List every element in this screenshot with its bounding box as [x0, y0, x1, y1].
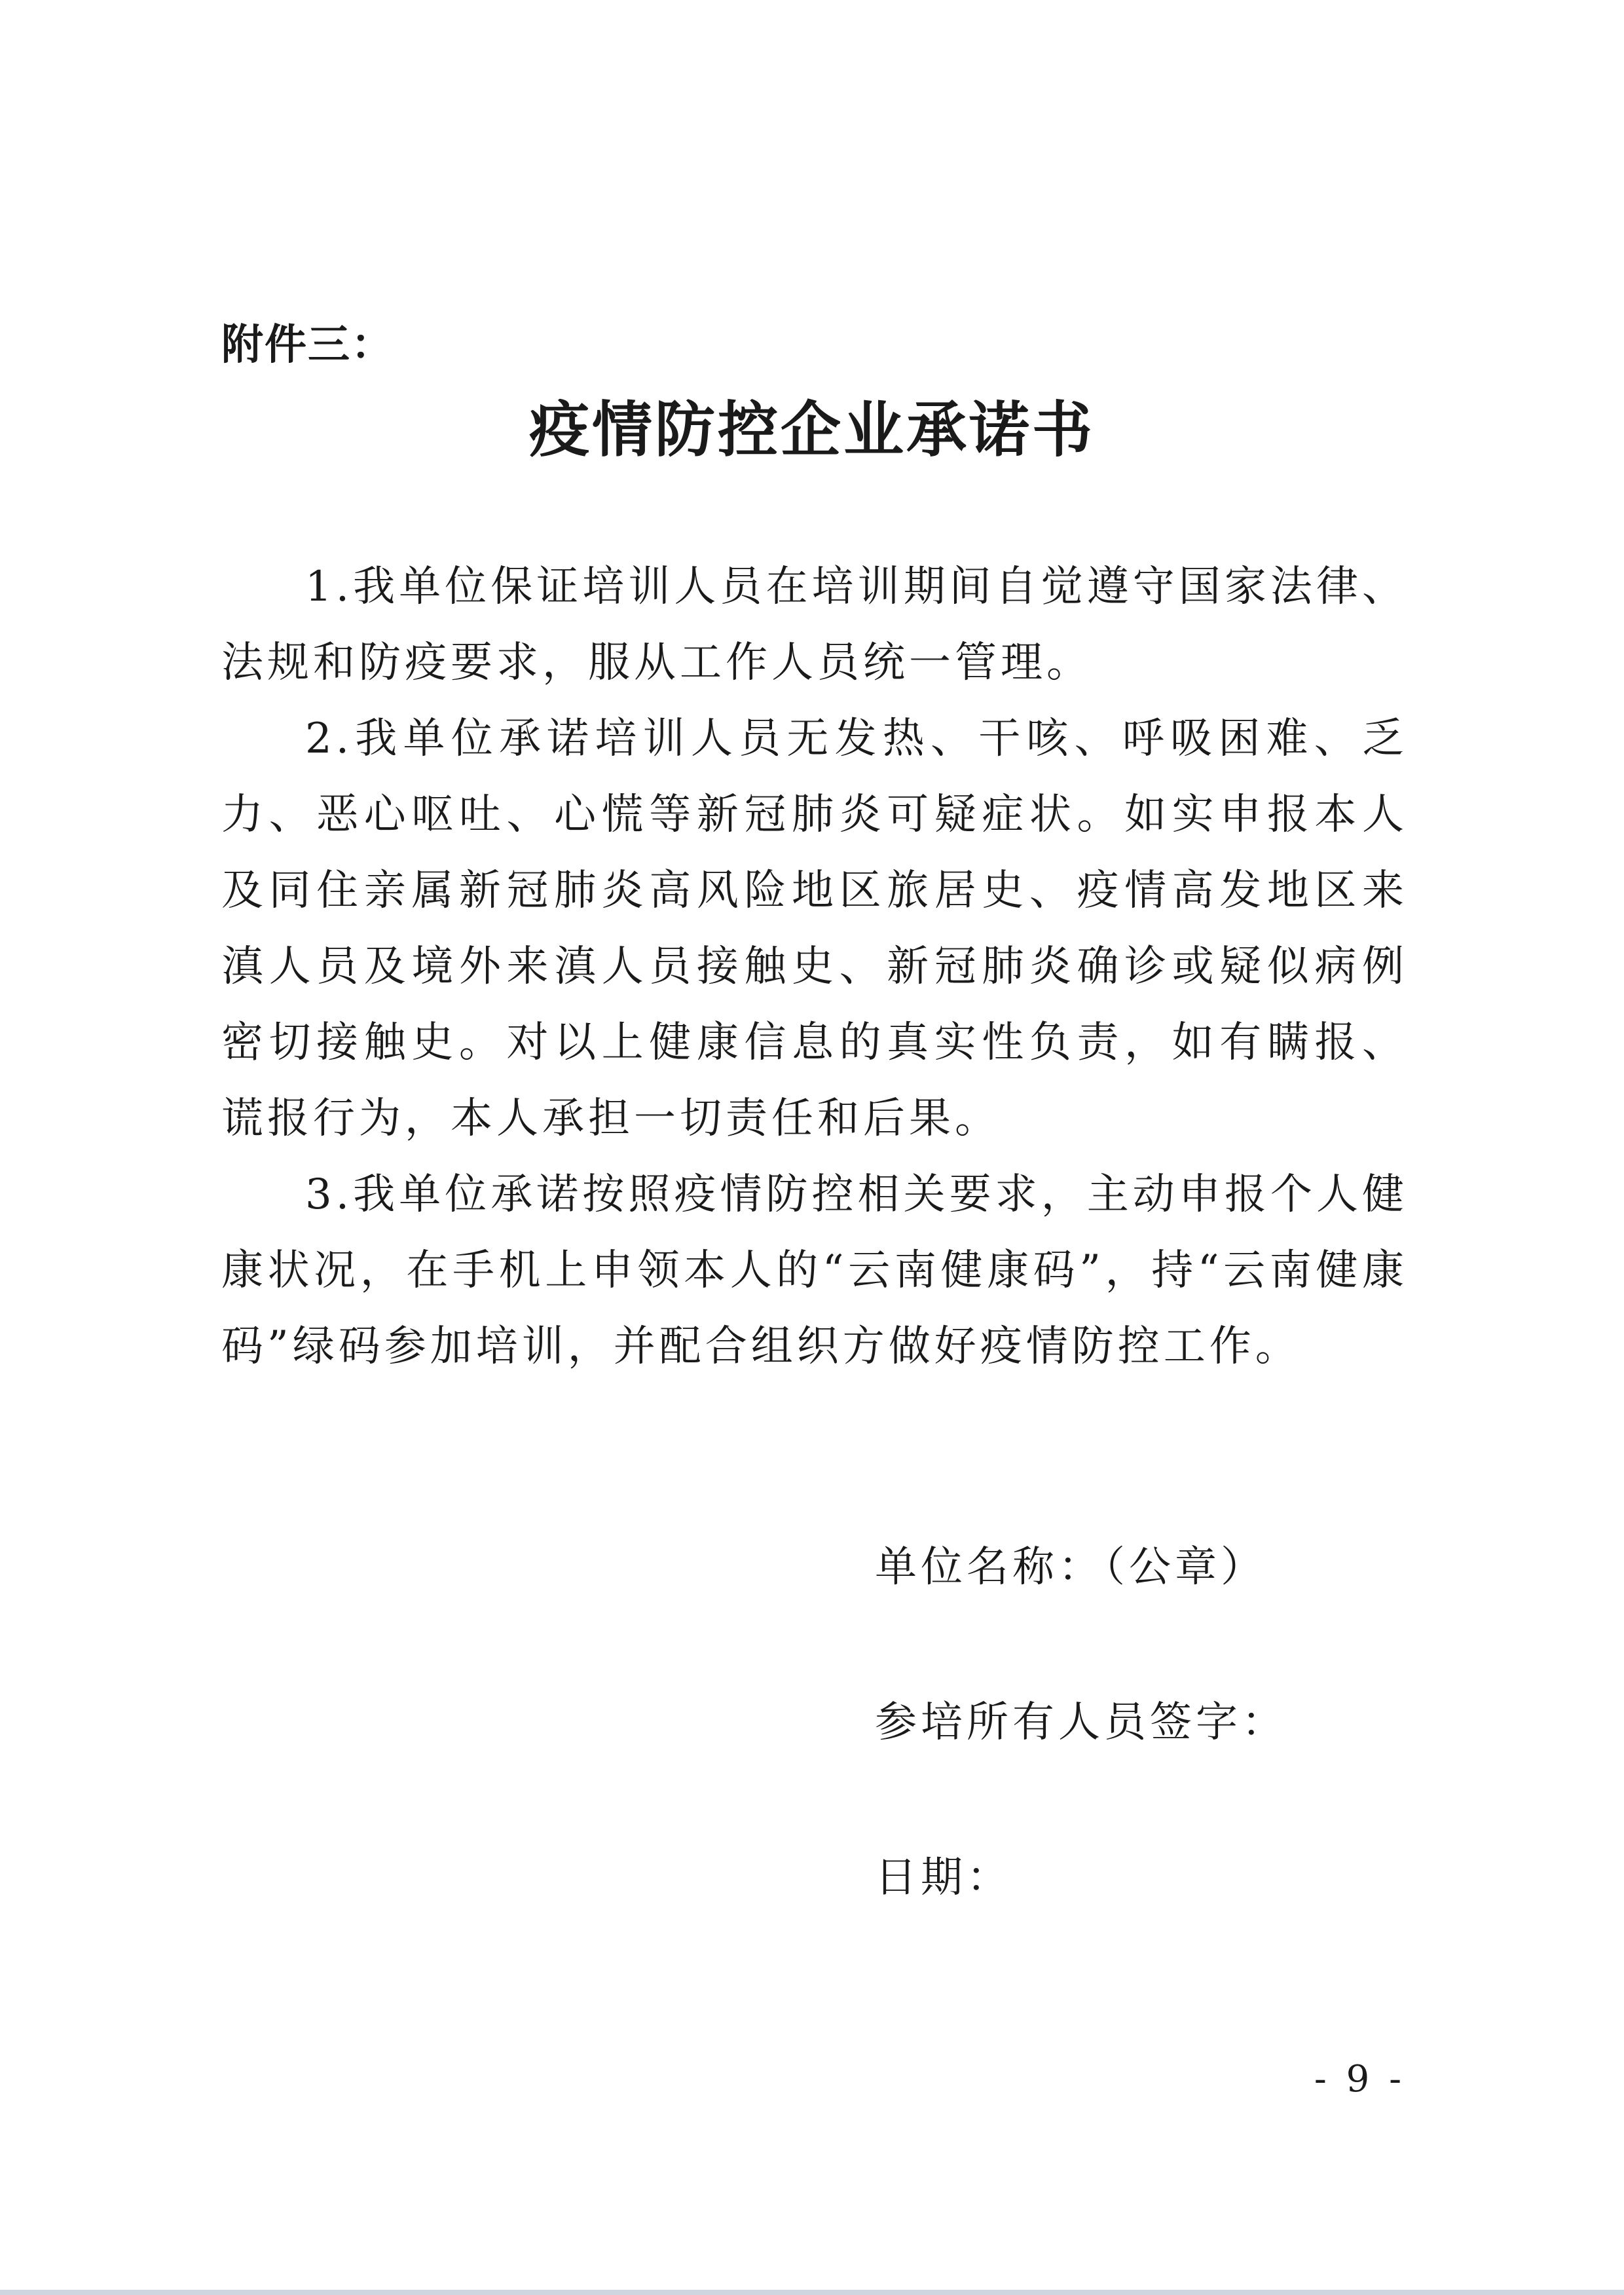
scan-edge-divider	[0, 2290, 1624, 2295]
participants-signature-field: 参培所有人员签字：	[875, 1698, 1287, 1747]
commitment-item-2: 2.我单位承诺培训人员无发热、干咳、呼吸困难、乏力、恶心呕吐、心慌等新冠肺炎可疑症状。如实申报本人及同住亲属新冠肺炎高风险地区旅居史、疫情高发地区来滇人员及境外来滇人员接触史、新冠肺炎确诊或疑似病例密切接触史。对以上健康信息的真实性负责，如有瞒报、谎报行为，本人承担一切责任和后果。	[221, 715, 1408, 1143]
commitment-body	[221, 549, 1408, 1385]
attachment-label: 附件三：	[221, 321, 394, 369]
document-title: 疫情防控企业承诺书	[528, 395, 1095, 465]
page-number: - 9 -	[1314, 2058, 1405, 2100]
signature-block	[875, 1538, 1287, 2004]
unit-name-field: 单位名称：（公章）	[875, 1543, 1266, 1592]
date-field: 日期：	[875, 1854, 1012, 1902]
commitment-item-3: 3.我单位承诺按照疫情防控相关要求，主动申报个人健康状况，在手机上申领本人的“云南健康码”，持“云南健康码”绿码参加培训，并配合组织方做好疫情防控工作。	[221, 1170, 1408, 1371]
commitment-item-1: 1.我单位保证培训人员在培训期间自觉遵守国家法律、法规和防疫要求，服从工作人员统一管理。	[221, 563, 1408, 687]
